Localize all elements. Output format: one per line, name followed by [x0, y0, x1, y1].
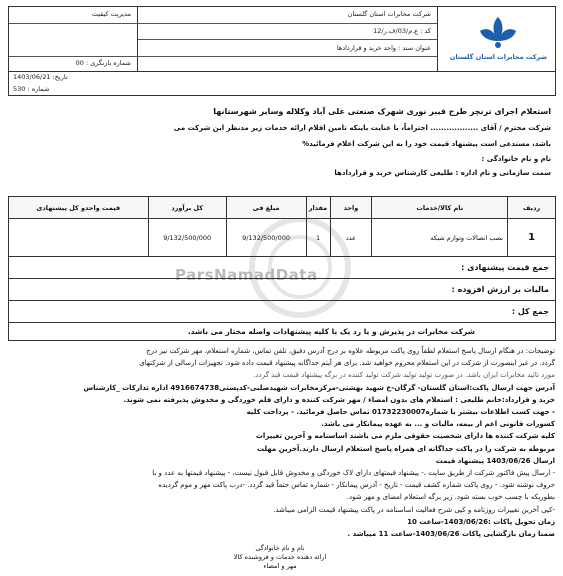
inquiry-title: استعلام اجرای ترنچر طرح فیبر نوری شهرک صنعتی علی آباد وکلاله وسایر شهرستانها: [213, 107, 551, 116]
signature-block: [200, 544, 360, 571]
intro-line-1: شرکت محترم / آقای .................. احتراماً، با عنایت باینکه تامین اقلام ارائه خدمات زیر مدنظر این شرکت می: [173, 124, 551, 132]
note-line: حروف نوشته شود. - روی پاکت شماره کشف قیمت - تاریخ - آدرس پیمانکار - شماره تماس حتماً قید گردد. -درب پاکت مهر و موم گردیده: [158, 481, 555, 490]
document-header: [8, 6, 556, 96]
company-name: شرکت مخابرات استان گلستان: [347, 10, 431, 18]
table-row: [9, 219, 556, 257]
intro-line-4: سمت سازمانی و نام اداره : طلیعی کارشناس خرید و قراردادها: [334, 169, 551, 177]
signature-stamp: مهر و امضاء: [263, 562, 297, 570]
signature-name: نام و نام خانوادگی: [255, 544, 305, 552]
note-line: بطوریکه با چسب خوب بسته شود. زیر برگه استعلام امضای و مهر شود.: [346, 493, 555, 502]
col-item: نام کالا/خدمات: [372, 197, 508, 219]
cell-fee: 9/132/500/000: [226, 219, 306, 257]
cell-offer[interactable]: [9, 219, 149, 257]
sum-label: جمع قیمت پیشنهادی :: [9, 257, 556, 279]
notes-section: [7, 345, 555, 540]
doc-title: عنوان سند : واحد خرید و قراردادها: [336, 44, 431, 52]
signature-role: ارائه دهنده خدمات و فروشنده کالا: [233, 553, 327, 561]
quality-label: مدیریت کیفیت: [91, 10, 131, 18]
note-line: گردد. در غیر اینصورت از شرکت در این استعلام محروم خواهید شد. برای هر آیتم جداگانه پیشنهاد قیمت داده شود. تجهیزات ارسالی از شرکتهای: [139, 359, 555, 368]
cell-item: نصب اتصالات وتوازم شبکه: [372, 219, 508, 257]
note-line: - ارسال پیش فاکتور شرکت از طریق سایت ،- پیشنهاد قیمتهای دارای لاک خوردگی و مخدوش قابل قبول نیست، - پیشنهاد قیمتها به عدد و با: [152, 469, 555, 478]
note-line: مورد تائید مخابرات ایران باشد. در صورت تولید تولید شرکت تولید کننده در برگه پیشنهاد قیمت قید گردد.: [253, 371, 555, 380]
logo-cell: [437, 7, 555, 71]
sum-row: [9, 257, 556, 279]
doc-code: کد : ع.م/03/ف.ر/12: [373, 27, 431, 35]
note-line: -کپی آخرین تغییرات روزنامه و کپی شرح فعالیت اساسنامه در پاکت پیشنهاد قیمت الزامی میباشد.: [273, 505, 555, 514]
note-line: آدرس جهت ارسال پاکت:استان گلستان- گرگان-خ شهید بهشتی-مرکزمخابرات شهیدصلبی-کدپستی4916674738 اداره تدارکات _کارشناس: [83, 383, 555, 392]
vat-row: [9, 279, 556, 301]
note-line: - جهت کسب اطلاعات بیشتر با شماره01732230007 تماس حاصل فرمائید. - پرداخت کلیه: [246, 408, 555, 417]
cell-estimate: 9/132/500/000: [148, 219, 226, 257]
watermark-text: ParsNamadData: [175, 266, 318, 284]
col-row: ردیف: [508, 197, 556, 219]
col-estimate: کل برآورد: [148, 197, 226, 219]
note-line: توضیحات: در هنگام ارسال پاسخ استعلام لطفاً روی پاکت مربوطه علاوه بر درج آدرس دقیق، تلفن تماس، شماره استعلام، مهر شرکت نیز درج: [146, 347, 555, 355]
total-label: جمع کل :: [9, 301, 556, 323]
cell-row: 1: [508, 219, 556, 257]
note-line: کلیه شرکت کننده ها دارای شخصیت حقوقی ملزم می باشند اساسنامه و آخرین تغییرات: [255, 432, 555, 441]
note-line: ضمنا زمان بازگشایی پاکات 1403/06/26-ساعت 11 میباشد .: [347, 530, 555, 539]
header-info-cell: [137, 7, 437, 71]
col-unit: واحد: [330, 197, 372, 219]
col-offer: قیمت واحدو کل پیشنهادی: [9, 197, 149, 219]
footer-note-row: [9, 323, 556, 341]
intro-line-2: باشد، مستدعی است پیشنهاد قیمت خود را به این شرکت اعلام فرمائید%: [302, 140, 551, 148]
items-table: [8, 196, 556, 341]
revision-label: شماره بازنگری : 00: [75, 59, 131, 67]
note-line: ارسال 1403/06/26 پیشنهاد قیمت: [435, 456, 555, 465]
footer-note: شرکت مخابرات در پذیرش و یا رد یک یا کلیه پیشنهادات واصله مختار می باشد.: [9, 323, 556, 341]
intro-line-3: نام و نام خانوادگی :: [481, 155, 551, 163]
vat-label: مالیات بر ارزش افزوده :: [9, 279, 556, 301]
date-field: تاریخ: 1403/06/21: [13, 73, 68, 81]
logo-caption: شرکت مخابرات استان گلستان: [449, 53, 547, 61]
col-qty: مقدار: [306, 197, 330, 219]
number-field: شماره : 530: [13, 85, 50, 93]
header-left-cell: [9, 7, 139, 71]
company-logo-icon: [470, 13, 526, 51]
cell-qty: 1: [306, 219, 330, 257]
total-row: [9, 301, 556, 323]
table-header-row: [9, 197, 556, 219]
col-fee: مبلغ فی: [226, 197, 306, 219]
note-line: مربوطه به شرکت را در پاکت جداگانه ای همراه پاسخ استعلام ارسال دارند.آخرین مهلت: [257, 444, 555, 453]
cell-unit: عدد: [330, 219, 372, 257]
note-line: خرید و قرارداد:خانم طلیعی : استعلام های بدون امضاء / مهر شرکت کننده و دارای قلم خوردگی و مخدوش پذیرفته نمی شوند.: [123, 395, 555, 404]
note-line: زمان تحویل پاکات :1403/06/26-ساعت 10: [407, 517, 555, 526]
note-line: کسورات قانونی اعم از بیمه، مالیات و ... به عهده پیمانکار می باشد.: [321, 420, 555, 429]
